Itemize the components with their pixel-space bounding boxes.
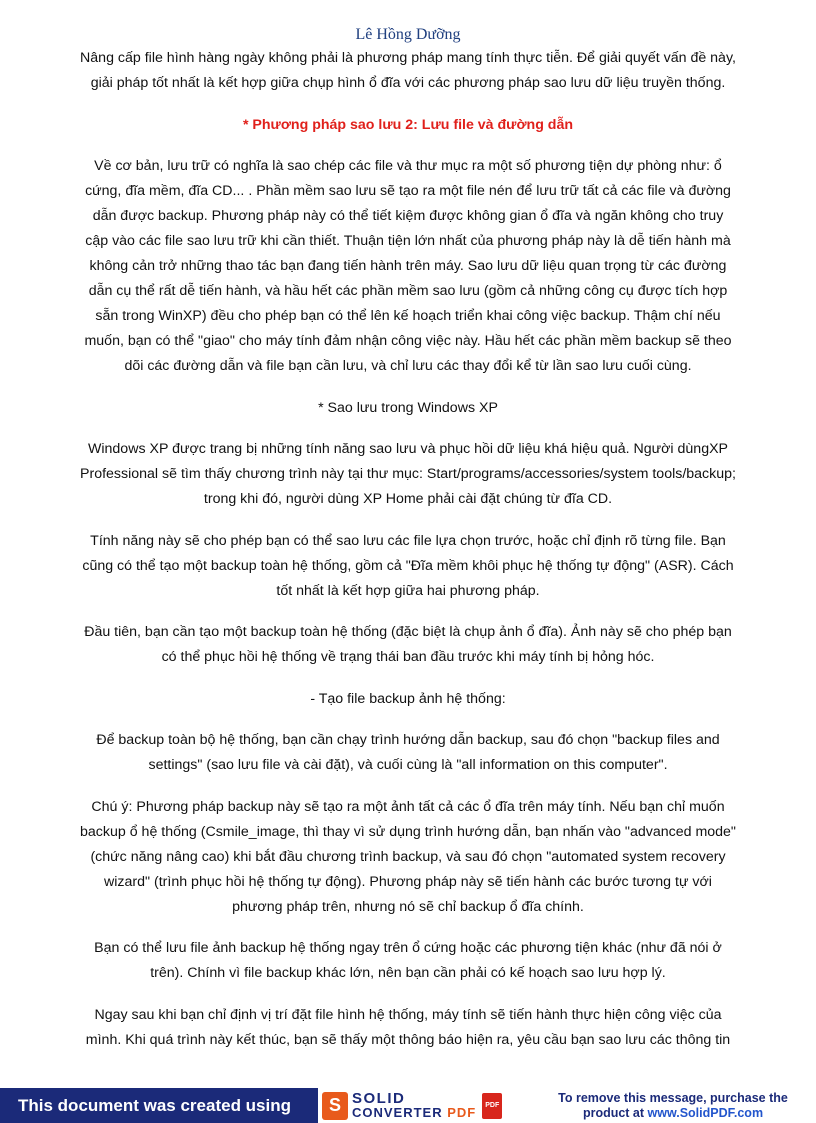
paragraph: Bạn có thể lưu file ảnh backup hệ thống ngay trên ổ cứng hoặc các phương tiện khác (như đã nói ở trên). Chính vì file backup khác lớn, nên bạn cần phải có kế hoạch sao lưu hợp lý. — [94, 940, 722, 981]
paragraph: Windows XP được trang bị những tính năng sao lưu và phục hồi dữ liệu khá hiệu quả. Người dùngXP Professional sẽ tìm thấy chương trình này tại thư mục: Start/programs/accessories/system tools/backup; trong khi đó, người dùng XP Home phải cài đặt chúng từ đĩa CD. — [80, 441, 736, 507]
watermark-footer — [0, 1088, 816, 1123]
subheading: - Tạo file backup ảnh hệ thống: — [310, 690, 506, 707]
page-header-author: Lê Hồng Dưỡng — [355, 26, 461, 43]
solidpdf-link[interactable]: www.SolidPDF.com — [647, 1105, 764, 1120]
logo-pdf: PDF — [447, 1104, 477, 1120]
footer-created-using: This document was created using — [0, 1088, 318, 1123]
logo-text — [352, 1089, 477, 1120]
subheading: * Sao lưu trong Windows XP — [318, 399, 498, 416]
pdf-file-icon: PDF — [482, 1093, 502, 1119]
logo-converter: CONVERTER — [352, 1104, 443, 1120]
paragraph: Về cơ bản, lưu trữ có nghĩa là sao chép các file và thư mục ra một số phương tiện dự phòng như: ổ cứng, đĩa mềm, đĩa CD... . Phần mềm sao lưu sẽ tạo ra một file nén để lưu trữ tất cả các file và đường dẫn được backup. Phương pháp này có thể tiết kiệm được không gian ổ đĩa và ngăn không cho truy cập vào các file sao lưu trữ khi cần thiết. Thuận tiện lớn nhất của phương pháp này là dễ tiến hành mà không cản trở những thao tác bạn đang tiến hành trên máy. Sao lưu dữ liệu quan trọng từ các đường dẫn cụ thể rất dễ tiến hành, và hầu hết các phần mềm sao lưu (gồm cả những công cụ được tích hợp sẵn trong WinXP) đều cho phép bạn có thể lên kế hoạch triển khai công việc backup. Thậm chí nếu muốn, bạn có thể "giao" cho máy tính đảm nhận công việc này. Hầu hết các phần mềm backup sẽ theo dõi các đường dẫn và file bạn cần lưu, và chỉ lưu các thay đổi kể từ lần sao lưu cuối cùng. — [84, 158, 732, 374]
document-body — [80, 46, 736, 1069]
paragraph: Để backup toàn bộ hệ thống, bạn cần chạy trình hướng dẫn backup, sau đó chọn "backup files and settings" (sao lưu file và cài đặt), và cuối cùng là "all information on this computer". — [96, 732, 720, 773]
paragraph: Đầu tiên, bạn cần tạo một backup toàn hệ thống (đặc biệt là chụp ảnh ổ đĩa). Ảnh này sẽ cho phép bạn có thể phục hồi hệ thống về trạng thái ban đầu trước khi máy tính bị hỏng hóc. — [84, 624, 732, 665]
solid-logo-icon: S — [322, 1092, 348, 1120]
paragraph: Ngay sau khi bạn chỉ định vị trí đặt file hình hệ thống, máy tính sẽ tiến hành thực hiện công việc của mình. Khi quá trình này kết thúc, bạn sẽ thấy một thông báo hiện ra, yêu cầu bạn sao lưu các thông tin — [85, 1006, 731, 1048]
solid-converter-logo[interactable] — [318, 1088, 530, 1123]
logo-line1: SOLID — [352, 1089, 406, 1107]
remove-message-line1: To remove this message, purchase the — [558, 1090, 788, 1105]
remove-message-prefix: product at — [582, 1105, 648, 1120]
paragraph: Chú ý: Phương pháp backup này sẽ tạo ra một ảnh tất cả các ổ đĩa trên máy tính. Nếu bạn chỉ muốn backup ổ hệ thống (Csmile_image, thì thay vì sử dụng trình hướng dẫn, bạn nhấn vào "advanced mode" (chức năng nâng cao) khi bắt đầu chương trình backup, và sau đó chọn "automated system recovery wizard" (trình phục hồi hệ thống tự động). Phương pháp này sẽ tiến hành các bước tương tự với phương pháp trên, nhưng nó sẽ chỉ backup ổ đĩa chính. — [80, 798, 736, 915]
logo-line2 — [352, 1106, 476, 1120]
footer-remove-message — [530, 1088, 816, 1123]
remove-message-line2 — [530, 1106, 816, 1121]
paragraph: Nâng cấp file hình hàng ngày không phải là phương pháp mang tính thực tiễn. Để giải quyết vấn đề này, giải pháp tốt nhất là kết hợp giữa chụp hình ổ đĩa với các phương pháp sao lưu dữ liệu truyền thống. — [80, 50, 736, 91]
paragraph: Tính năng này sẽ cho phép bạn có thể sao lưu các file lựa chọn trước, hoặc chỉ định rõ từng file. Bạn cũng có thể tạo một backup toàn hệ thống, gồm cả "Đĩa mềm khôi phục hệ thống tự động" (ASR). Cách tốt nhất là kết hợp giữa hai phương pháp. — [82, 532, 734, 599]
section-heading: * Phương pháp sao lưu 2: Lưu file và đường dẫn — [242, 116, 574, 133]
